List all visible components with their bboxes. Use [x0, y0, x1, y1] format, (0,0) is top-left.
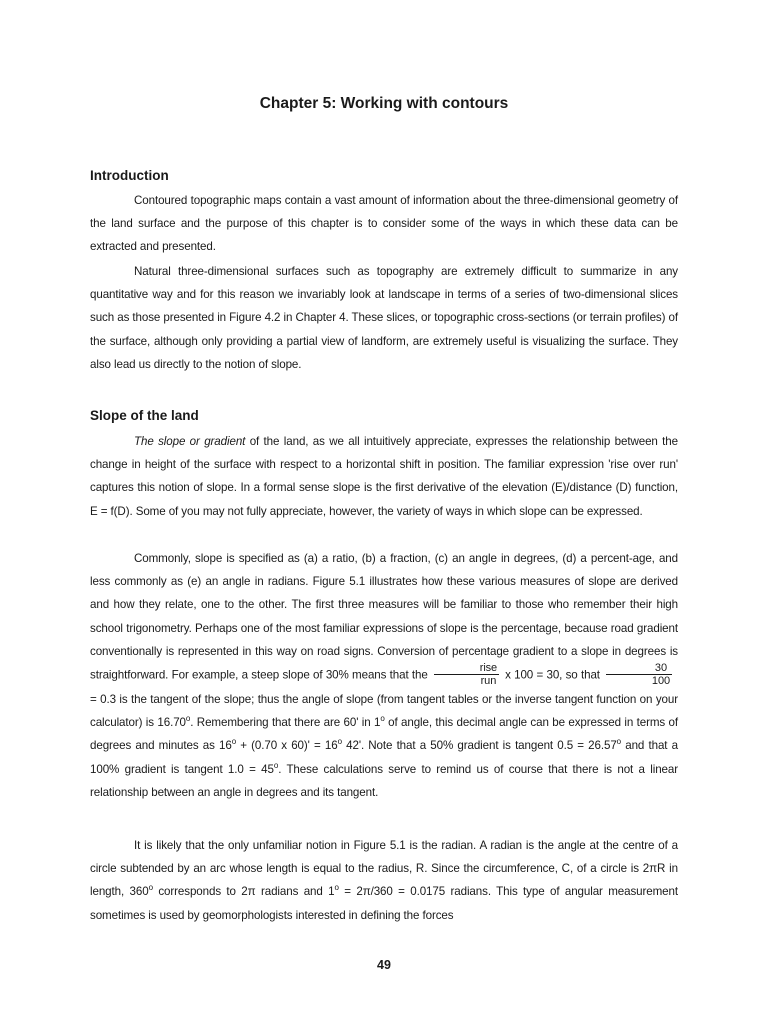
degree-mark: o [273, 760, 279, 770]
chapter-title: Chapter 5: Working with contours [259, 95, 509, 112]
slope-paragraph-2-text: and that a 100% gradient is tangent 1.0 = 45 [90, 739, 678, 776]
slope-paragraph-2-text: x 100 = 30, so that [505, 668, 600, 682]
introduction-heading: Introduction [90, 168, 169, 183]
slope-paragraph-3-text: It is likely that the only unfamiliar notion in Figure 5.1 is the radian. A radian is the angle at the centre of a circle subtended by an arc whose length is equal to the radius, R. Since the circumference, C, of a circle is 2πR in length, 360 [90, 839, 678, 899]
slope-heading: Slope of the land [90, 408, 199, 423]
rise-over-run-fraction [434, 662, 499, 687]
slope-paragraph-2-text: of angle, this decimal angle can be expressed in terms of degrees and minutes as 16 [90, 716, 678, 753]
slope-paragraph-3-text: = 2π/360 = 0.0175 radians. This type of angular measurement sometimes is used by geomorphologists interested in defining the forces [90, 885, 679, 922]
slope-or-gradient-term: The slope or gradient [134, 435, 246, 448]
slope-paragraph-2-text: . Remembering that there are 60' in 1 [190, 716, 381, 730]
fraction-numerator: rise [434, 662, 499, 675]
fraction-denominator: 100 [651, 675, 670, 688]
fraction-denominator: run [480, 675, 497, 688]
slope-paragraph-2-text: 42'. Note that a 50% gradient is tangent 0.5 = 26.57 [341, 739, 617, 753]
slope-paragraph-3 [90, 834, 678, 927]
degree-mark: o [231, 737, 237, 747]
slope-paragraph-2 [90, 547, 678, 804]
slope-paragraph-2-text: . These calculations serve to remind us of course that there is not a linear relationship between an angle in degrees and its tangent. [90, 762, 678, 799]
slope-paragraph-1-text: of the land, as we all intuitively appreciate, expresses the relationship between the change in height of the surface with respect to a horizontal shift in position. The familiar expression 'rise over run' captures this notion of slope. In a formal sense slope is the first derivative of the elevation (E)/distance (D) function, E = f(D). Some of you may not fully appreciate, however, the variety of ways in which slope can be expressed. [90, 435, 678, 518]
fraction-numerator: 30 [606, 662, 672, 675]
introduction-paragraph-2: Natural three-dimensional surfaces such as topography are extremely difficult to summarize in any quantitative way and for this reason we invariably look at landscape in terms of a series of two-dimensional slices such as those presented in Figure 4.2 in Chapter 4. These slices, or topographic cross-sections (or terrain profiles) of the surface, although only providing a partial view of landform, are extremely useful is visualizing the surface. They also lead us directly to the notion of slope. [90, 265, 678, 371]
slope-paragraph-2-text: + (0.70 x 60)' = 16 [236, 739, 338, 753]
degree-mark: o [185, 714, 191, 724]
degree-mark: o [616, 737, 622, 747]
introduction-paragraph-1: Contoured topographic maps contain a vast amount of information about the three-dimensional geometry of the land surface and the purpose of this chapter is to consider some of the ways in which these data can be extracted and presented. [90, 194, 678, 254]
slope-paragraph-1 [90, 430, 678, 523]
degree-mark: o [334, 883, 339, 893]
slope-paragraph-3-text: corresponds to 2π radians and 1 [152, 885, 335, 899]
slope-paragraph-2-text: = 0.3 is the tangent of the slope; thus the angle of slope (from tangent tables or the inverse tangent function on your calculator) is 16.70 [90, 693, 678, 730]
degree-mark: o [337, 737, 342, 747]
degree-mark: o [148, 883, 153, 893]
degree-mark: o [380, 714, 385, 724]
thirty-over-hundred-fraction [606, 662, 672, 687]
slope-paragraph-2-text: Commonly, slope is specified as (a) a ratio, (b) a fraction, (c) an angle in degrees, (d) a percent-age, and less commonly as (e) an angle in radians. Figure 5.1 illustrates how these various measures of slope are derived and how they relate, one to the other. The first three measures will be familiar to those who remember their high school trigonometry. Perhaps one of the most familiar expressions of slope is the percentage, because road gradient conventionally is represented in this way on road signs. Conversion of percentage gradient to a slope in degrees is straightforward. For example, a steep slope of 30% means that the [90, 552, 678, 682]
page-number: 49 [377, 958, 391, 972]
